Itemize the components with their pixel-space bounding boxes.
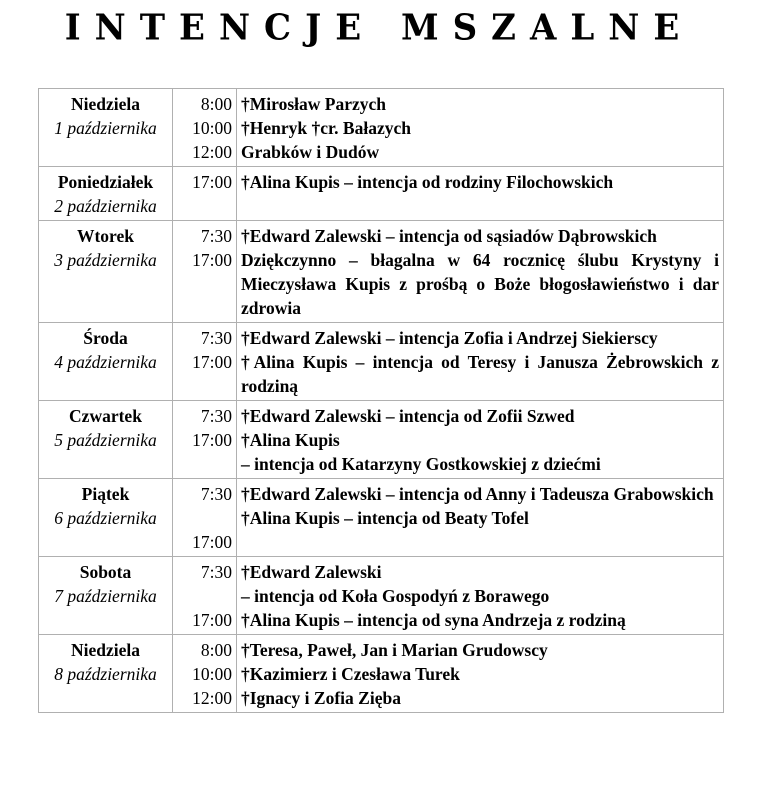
table-row bbox=[39, 221, 724, 323]
intention: †Edward Zalewski – intencja od Zofii Szwed bbox=[241, 406, 575, 426]
table-row bbox=[39, 89, 724, 167]
times-cell bbox=[173, 557, 237, 635]
mass-time: 7:30 bbox=[200, 226, 232, 246]
times-cell bbox=[173, 635, 237, 713]
day-date: 2 października bbox=[54, 196, 157, 216]
day-name: Wtorek bbox=[76, 226, 135, 246]
day-name: Czwartek bbox=[69, 406, 142, 426]
day-cell bbox=[39, 89, 173, 167]
mass-time: 8:00 bbox=[200, 94, 232, 114]
intention: †Henryk †cr. Bałazych bbox=[241, 118, 411, 138]
intention: Dziękczynno – błagalna w 64 rocznicę ślubu Krystyny i Mieczysława Kupis z prośbą o Boże błogosławieństwo i dar zdrowia bbox=[241, 250, 719, 318]
intentions-cell bbox=[237, 323, 724, 401]
day-name: Sobota bbox=[79, 562, 132, 582]
table-row bbox=[39, 323, 724, 401]
mass-time: 7:30 bbox=[200, 328, 232, 348]
day-date: 7 października bbox=[54, 586, 157, 606]
times-cell bbox=[173, 401, 237, 479]
day-date: 5 października bbox=[54, 430, 157, 450]
mass-time: 17:00 bbox=[192, 352, 232, 372]
day-date: 4 października bbox=[54, 352, 157, 372]
mass-time-spacer bbox=[177, 584, 232, 608]
intention: †Alina Kupis – intencja od Beaty Tofel bbox=[241, 508, 529, 528]
times-cell bbox=[173, 323, 237, 401]
mass-time-spacer bbox=[177, 506, 232, 530]
table-row bbox=[39, 479, 724, 557]
day-cell bbox=[39, 635, 173, 713]
mass-time: 10:00 bbox=[192, 118, 232, 138]
intention: †Edward Zalewski – intencja Zofia i Andrzej Siekierscy bbox=[241, 328, 658, 348]
table-row bbox=[39, 401, 724, 479]
intention: Grabków i Dudów bbox=[241, 142, 380, 162]
mass-time: 17:00 bbox=[192, 610, 232, 630]
intention: †Alina Kupis – intencja od Teresy i Janusza Żebrowskich z rodziną bbox=[241, 352, 719, 396]
intention: †Alina Kupis bbox=[241, 430, 340, 450]
intention: †Alina Kupis – intencja od rodziny Filochowskich bbox=[241, 172, 614, 192]
times-cell bbox=[173, 89, 237, 167]
mass-time: 17:00 bbox=[192, 532, 232, 552]
intentions-cell bbox=[237, 635, 724, 713]
intention: †Edward Zalewski bbox=[241, 562, 382, 582]
table-row bbox=[39, 635, 724, 713]
day-name: Środa bbox=[83, 328, 128, 348]
mass-time: 12:00 bbox=[192, 688, 232, 708]
times-cell bbox=[173, 221, 237, 323]
table-row bbox=[39, 167, 724, 221]
intention: †Ignacy i Zofia Zięba bbox=[241, 688, 401, 708]
mass-time: 7:30 bbox=[200, 406, 232, 426]
mass-time: 10:00 bbox=[192, 664, 232, 684]
intention: †Edward Zalewski – intencja od sąsiadów Dąbrowskich bbox=[241, 226, 657, 246]
mass-time: 8:00 bbox=[200, 640, 232, 660]
day-cell bbox=[39, 479, 173, 557]
times-cell bbox=[173, 167, 237, 221]
mass-time: 17:00 bbox=[192, 250, 232, 270]
intentions-cell bbox=[237, 221, 724, 323]
intention: – intencja od Koła Gospodyń z Borawego bbox=[241, 586, 550, 606]
times-cell bbox=[173, 479, 237, 557]
mass-time: 7:30 bbox=[200, 484, 232, 504]
intention: †Edward Zalewski – intencja od Anny i Tadeusza Grabowskich bbox=[241, 484, 714, 504]
day-date: 6 października bbox=[54, 508, 157, 528]
table-row bbox=[39, 557, 724, 635]
intentions-cell bbox=[237, 557, 724, 635]
day-name: Niedziela bbox=[70, 94, 140, 114]
mass-time: 17:00 bbox=[192, 172, 232, 192]
day-date: 3 października bbox=[54, 250, 157, 270]
mass-time: 12:00 bbox=[192, 142, 232, 162]
day-cell bbox=[39, 221, 173, 323]
intentions-cell bbox=[237, 167, 724, 221]
mass-time: 17:00 bbox=[192, 430, 232, 450]
day-date: 1 października bbox=[54, 118, 157, 138]
mass-intentions-table bbox=[38, 88, 724, 713]
day-cell bbox=[39, 557, 173, 635]
mass-time: 7:30 bbox=[200, 562, 232, 582]
day-date: 8 października bbox=[54, 664, 157, 684]
day-name: Niedziela bbox=[70, 640, 140, 660]
day-cell bbox=[39, 401, 173, 479]
intentions-cell bbox=[237, 479, 724, 557]
intentions-cell bbox=[237, 89, 724, 167]
day-name: Poniedziałek bbox=[57, 172, 154, 192]
intention: – intencja od Katarzyny Gostkowskiej z dziećmi bbox=[241, 454, 601, 474]
intention: †Mirosław Parzych bbox=[241, 94, 386, 114]
intention: †Alina Kupis – intencja od syna Andrzeja z rodziną bbox=[241, 610, 626, 630]
day-cell bbox=[39, 167, 173, 221]
intentions-cell bbox=[237, 401, 724, 479]
day-cell bbox=[39, 323, 173, 401]
intention: †Kazimierz i Czesława Turek bbox=[241, 664, 460, 684]
day-name: Piątek bbox=[81, 484, 130, 504]
intention: †Teresa, Paweł, Jan i Marian Grudowscy bbox=[241, 640, 548, 660]
page-title: INTENCJE MSZALNE bbox=[64, 7, 694, 49]
